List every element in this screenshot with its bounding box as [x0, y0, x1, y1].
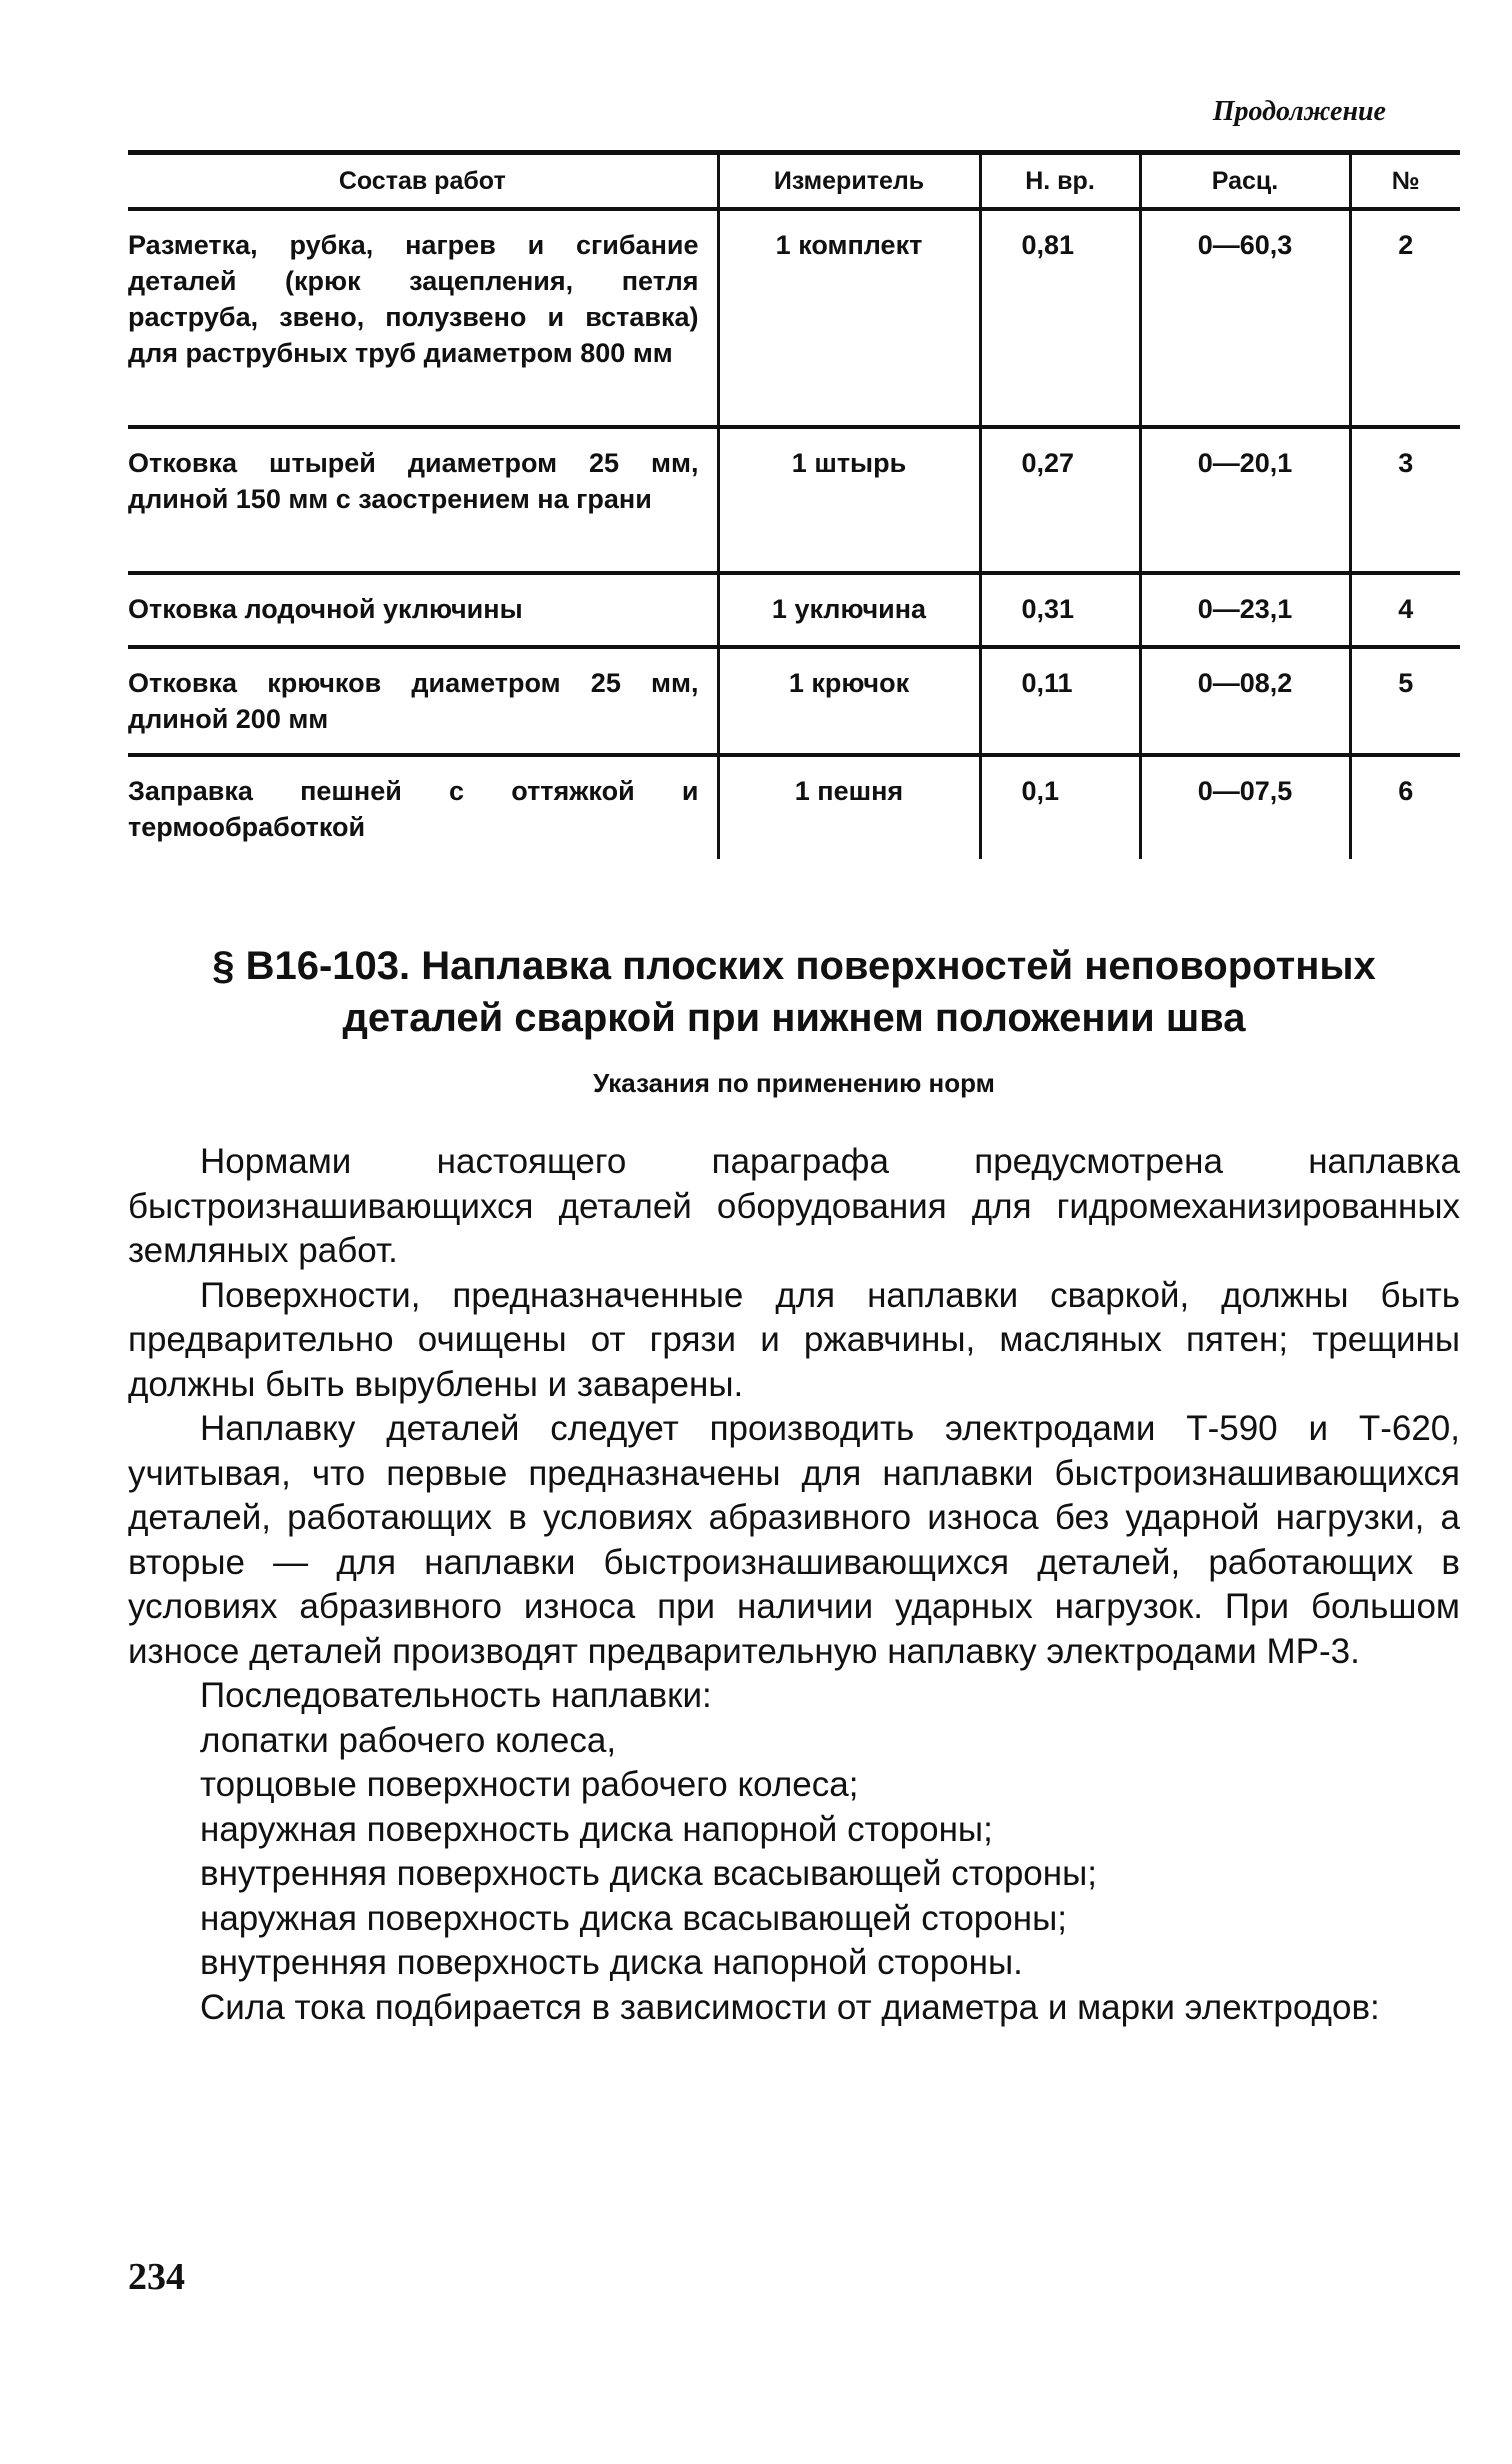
sequence-item: внутренняя поверхность диска всасывающей стороны; — [200, 1854, 1097, 1893]
cell-work: Отковка лодочной уключины — [128, 573, 718, 647]
cell-time: 0,27 — [980, 427, 1140, 573]
cell-time: 0,81 — [980, 209, 1140, 427]
cell-unit: 1 крючок — [718, 647, 980, 755]
norms-table — [128, 150, 1460, 859]
cell-price: 0—20,1 — [1140, 427, 1350, 573]
sequence-item: лопатки рабочего колеса, — [200, 1720, 617, 1760]
cell-number: 2 — [1350, 209, 1460, 427]
cell-unit: 1 комплект — [718, 209, 980, 427]
cell-price: 0—60,3 — [1140, 209, 1350, 427]
continuation-label: Продолжение — [1212, 96, 1386, 127]
table-row — [128, 755, 1460, 859]
cell-time: 0,1 — [980, 755, 1140, 859]
cell-number: 3 — [1350, 427, 1460, 573]
cell-number: 6 — [1350, 755, 1460, 859]
cell-work: Заправка пешней с оттяжкой и термообработкой — [128, 776, 699, 842]
sequence-item: внутренняя поверхность диска напорной стороны. — [200, 1943, 1023, 1982]
cell-number: 4 — [1350, 573, 1460, 647]
sequence-item: торцовые поверхности рабочего колеса; — [200, 1765, 859, 1804]
cell-work: Отковка крючков диаметром 25 мм, длиной 200 мм — [128, 647, 718, 755]
table-header — [128, 153, 1460, 210]
sequence-item: наружная поверхность диска напорной стороны; — [200, 1809, 993, 1849]
paragraph: Наплавку деталей следует производить электродами Т-590 и Т-620, учитывая, что первые предназначены для наплавки быстроизнашивающихся деталей, работающих в условиях абразивного износа без ударной нагрузки, а вторые — для наплавки быстроизнашивающихся деталей, работающих в условиях абразивного износа при наличии ударных нагрузок. При большом износе деталей производят предварительную наплавку электродами МР-3. — [128, 1409, 1460, 1671]
cell-work: Отковка штырей диаметром 25 мм, длиной 150 мм с заострением на грани — [128, 427, 718, 573]
cell-unit: 1 пешня — [718, 755, 980, 859]
sequence-item: наружная поверхность диска всасывающей стороны; — [200, 1898, 1067, 1938]
cell-number: 5 — [1350, 647, 1460, 755]
table-row — [128, 647, 1460, 755]
cell-unit: 1 штырь — [718, 427, 980, 573]
section-title: § В16-103. Наплавка плоских поверхностей неповоротных деталей сваркой при нижнем положении шва — [212, 944, 1376, 1040]
paragraph: Поверхности, предназначенные для наплавки сваркой, должны быть предварительно очищены от грязи и ржавчины, масляных пятен; трещины должны быть вырублены и заварены. — [128, 1275, 1460, 1404]
cell-price: 0—07,5 — [1140, 755, 1350, 859]
header-price: Расц. — [1140, 153, 1350, 210]
header-unit: Измеритель — [718, 153, 980, 210]
paragraph: Последовательность наплавки: — [200, 1676, 712, 1715]
header-work-composition: Состав работ — [128, 153, 718, 210]
paragraph: Сила тока подбирается в зависимости от диаметра и марки электродов: — [200, 1987, 1380, 2027]
cell-unit: 1 уключина — [718, 573, 980, 647]
table-row — [128, 427, 1460, 573]
section-subtitle: Указания по применению норм — [593, 1068, 995, 1098]
table-row — [128, 209, 1460, 427]
paragraph: Нормами настоящего параграфа предусмотрена наплавка быстроизнашивающихся деталей оборудования для гидромеханизированных земляных работ. — [128, 1142, 1460, 1270]
header-number: № — [1350, 153, 1460, 210]
body-text — [128, 1140, 1460, 2030]
cell-price: 0—23,1 — [1140, 573, 1350, 647]
page-number: 234 — [128, 2256, 185, 2298]
cell-time: 0,11 — [980, 647, 1140, 755]
cell-work: Разметка, рубка, нагрев и сгибание деталей (крюк зацепления, петля раструба, звено, полузвено и вставка) для раструбных труб диаметром 800 мм — [128, 209, 718, 427]
cell-time: 0,31 — [980, 573, 1140, 647]
header-time-norm: Н. вр. — [980, 153, 1140, 210]
cell-price: 0—08,2 — [1140, 647, 1350, 755]
table-row — [128, 573, 1460, 647]
